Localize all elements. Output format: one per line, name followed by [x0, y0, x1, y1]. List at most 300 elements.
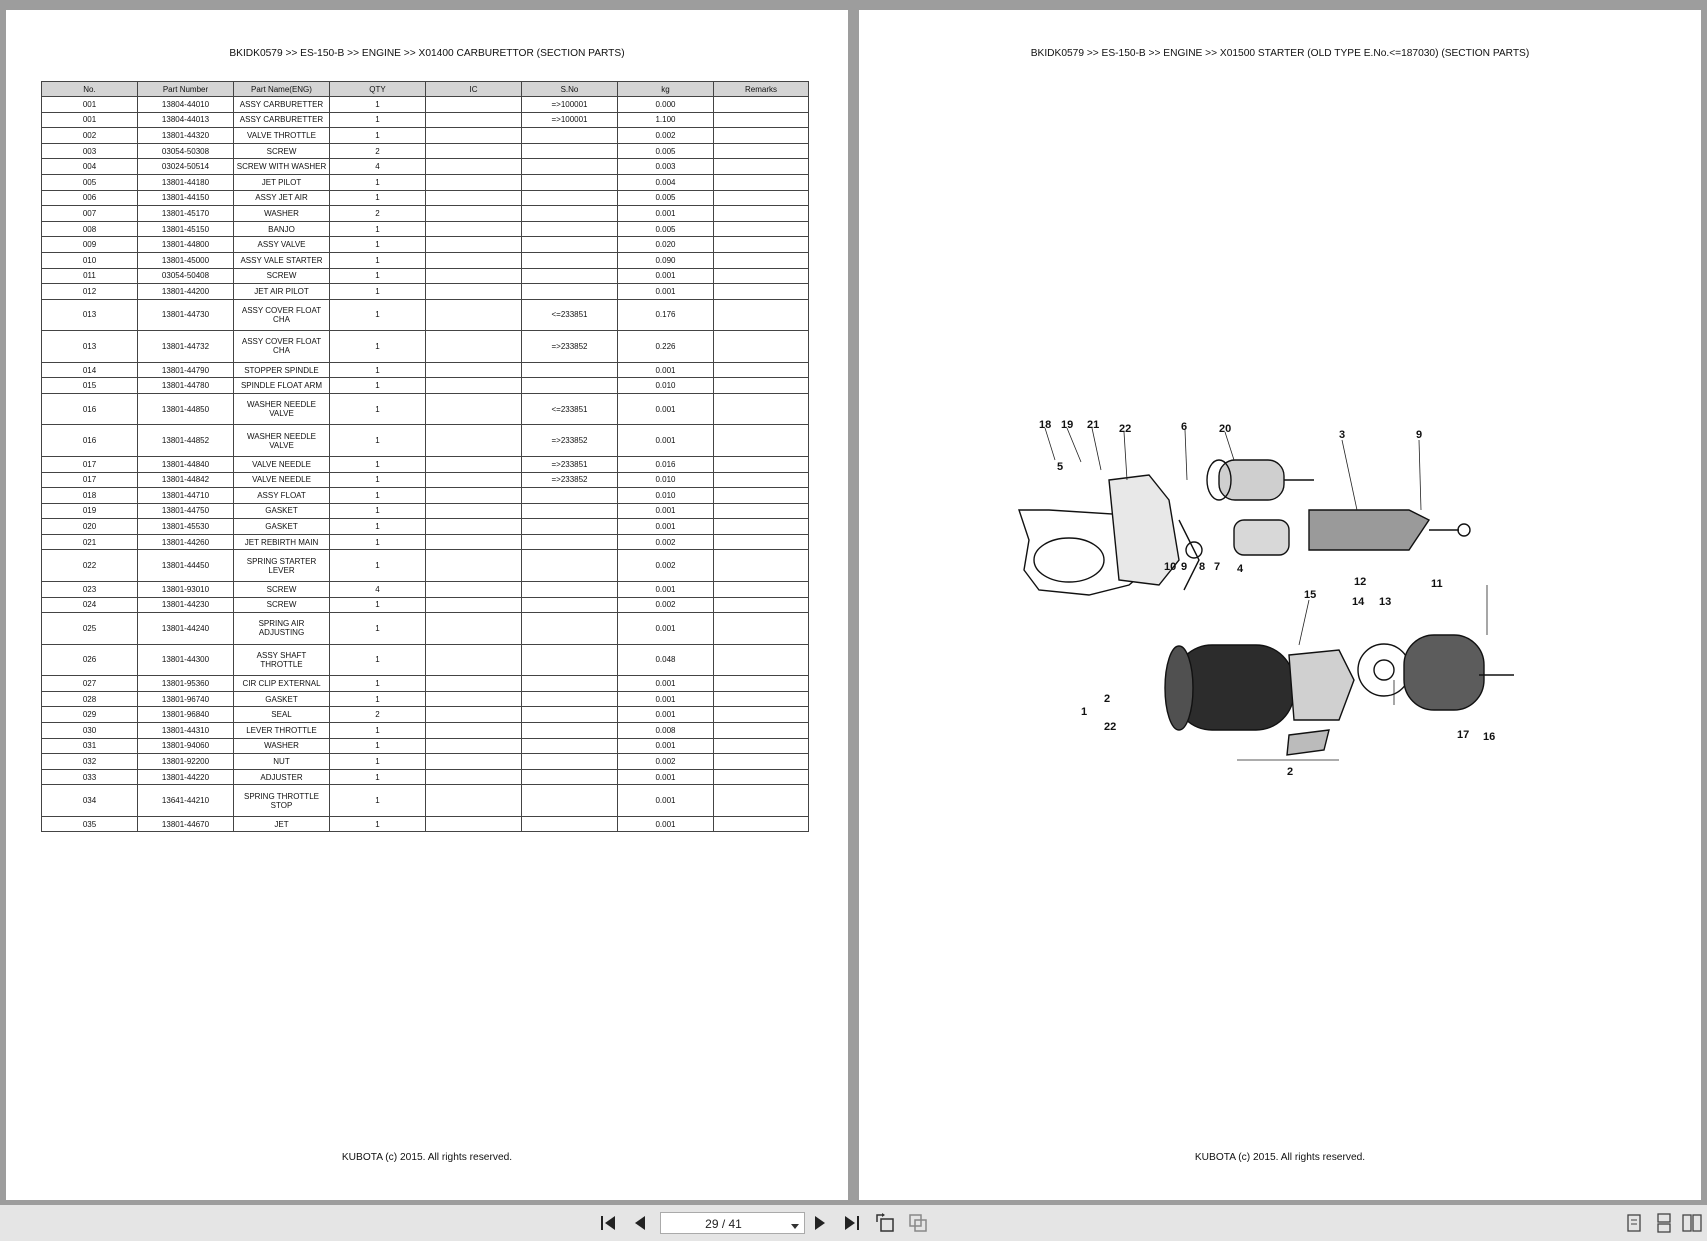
table-cell: 003	[42, 143, 138, 159]
table-cell: 13801-94060	[138, 738, 234, 754]
table-row	[42, 488, 809, 504]
left-page	[6, 10, 848, 1200]
table-cell: 13801-93010	[138, 581, 234, 597]
diagram-label: 9	[1416, 429, 1423, 441]
table-row	[42, 769, 809, 785]
table-cell: 13801-95360	[138, 676, 234, 692]
column-header: Part Number	[138, 82, 234, 97]
table-cell: 0.002	[618, 597, 714, 613]
table-cell: 13801-44150	[138, 190, 234, 206]
table-cell: 027	[42, 676, 138, 692]
table-cell: VALVE THROTTLE	[234, 128, 330, 144]
table-cell: 1	[330, 128, 426, 144]
table-cell: 0.005	[618, 190, 714, 206]
diagram-label: 8	[1199, 561, 1206, 573]
table-cell: SCREW	[234, 143, 330, 159]
table-cell	[426, 519, 522, 535]
table-row	[42, 331, 809, 363]
table-row	[42, 252, 809, 268]
table-cell: 009	[42, 237, 138, 253]
table-cell: 13801-44180	[138, 174, 234, 190]
diagram-label: 1	[1081, 706, 1088, 718]
table-cell: =>233852	[522, 425, 618, 457]
table-row	[42, 284, 809, 300]
table-cell: ASSY JET AIR	[234, 190, 330, 206]
table-cell: CIR CLIP EXTERNAL	[234, 676, 330, 692]
table-row	[42, 221, 809, 237]
pinion-clutch	[1234, 520, 1289, 555]
table-cell: JET AIR PILOT	[234, 284, 330, 300]
chevron-down-icon	[790, 1220, 800, 1234]
table-cell	[426, 707, 522, 723]
table-cell: 1	[330, 534, 426, 550]
single-page-view-button[interactable]	[1622, 1211, 1646, 1235]
two-page-view-button[interactable]	[1680, 1211, 1704, 1235]
table-cell	[426, 503, 522, 519]
table-cell: 022	[42, 550, 138, 582]
table-row	[42, 206, 809, 222]
table-cell	[714, 268, 809, 284]
table-cell	[426, 159, 522, 175]
table-row	[42, 112, 809, 128]
table-cell: 013	[42, 331, 138, 363]
table-cell: 013	[42, 299, 138, 331]
table-cell	[714, 299, 809, 331]
table-cell: 019	[42, 503, 138, 519]
table-cell: GASKET	[234, 519, 330, 535]
table-cell	[426, 691, 522, 707]
table-cell: 028	[42, 691, 138, 707]
solenoid-body	[1219, 460, 1284, 500]
table-cell: 1	[330, 769, 426, 785]
table-cell: SPRING THROTTLE STOP	[234, 785, 330, 817]
table-cell: 0.001	[618, 362, 714, 378]
table-cell: 13801-44852	[138, 425, 234, 457]
table-cell: ASSY CARBURETTER	[234, 97, 330, 113]
prev-page-icon	[630, 1213, 650, 1233]
table-cell: 0.020	[618, 237, 714, 253]
table-cell: 1	[330, 722, 426, 738]
table-cell	[426, 206, 522, 222]
table-cell	[714, 707, 809, 723]
table-cell: ASSY COVER FLOAT CHA	[234, 299, 330, 331]
table-cell: 0.010	[618, 472, 714, 488]
table-cell: 0.226	[618, 331, 714, 363]
table-cell	[522, 785, 618, 817]
table-cell: 0.000	[618, 97, 714, 113]
table-cell: 1	[330, 644, 426, 676]
table-cell	[426, 644, 522, 676]
diagram-label: 21	[1087, 420, 1100, 431]
table-cell: 13801-44850	[138, 393, 234, 425]
table-cell: 007	[42, 206, 138, 222]
table-cell	[714, 519, 809, 535]
table-cell: =>100001	[522, 97, 618, 113]
table-cell: 010	[42, 252, 138, 268]
table-cell	[426, 252, 522, 268]
table-cell: 0.001	[618, 393, 714, 425]
table-cell: 025	[42, 613, 138, 645]
table-cell: LEVER THROTTLE	[234, 722, 330, 738]
table-cell: 1	[330, 738, 426, 754]
table-cell: 0.010	[618, 488, 714, 504]
table-cell: 13801-44230	[138, 597, 234, 613]
table-cell: 002	[42, 128, 138, 144]
table-row	[42, 503, 809, 519]
table-row	[42, 393, 809, 425]
table-cell	[426, 393, 522, 425]
table-cell: =>233852	[522, 331, 618, 363]
table-cell: 014	[42, 362, 138, 378]
diagram-label: 3	[1339, 429, 1346, 441]
table-cell	[426, 488, 522, 504]
diagram-label: 22	[1104, 721, 1117, 733]
table-cell	[714, 128, 809, 144]
table-cell	[714, 362, 809, 378]
table-cell	[714, 503, 809, 519]
table-row	[42, 143, 809, 159]
table-cell: 13801-92200	[138, 754, 234, 770]
table-cell	[522, 769, 618, 785]
copy-button[interactable]	[906, 1211, 930, 1235]
table-cell: 13801-44220	[138, 769, 234, 785]
table-cell	[426, 378, 522, 394]
table-cell: 0.001	[618, 707, 714, 723]
table-cell	[426, 299, 522, 331]
table-cell: 13801-44730	[138, 299, 234, 331]
table-cell: 1	[330, 503, 426, 519]
continuous-view-button[interactable]	[1652, 1211, 1676, 1235]
page-number-select[interactable]	[660, 1212, 805, 1234]
table-cell	[522, 676, 618, 692]
table-cell: 13801-44240	[138, 613, 234, 645]
table-cell: 1	[330, 519, 426, 535]
table-cell: 13801-44300	[138, 644, 234, 676]
table-cell: 0.003	[618, 159, 714, 175]
table-cell	[426, 425, 522, 457]
table-cell	[426, 676, 522, 692]
table-cell: 1	[330, 676, 426, 692]
table-row	[42, 237, 809, 253]
table-cell: 2	[330, 206, 426, 222]
table-row	[42, 456, 809, 472]
table-cell: 020	[42, 519, 138, 535]
table-cell	[522, 691, 618, 707]
page-footer: KUBOTA (c) 2015. All rights reserved.	[341, 1152, 513, 1163]
table-cell: 1	[330, 456, 426, 472]
table-cell	[426, 456, 522, 472]
table-cell: 0.001	[618, 769, 714, 785]
table-cell: 13804-44010	[138, 97, 234, 113]
table-cell	[522, 221, 618, 237]
table-cell: SPRING STARTER LEVER	[234, 550, 330, 582]
table-cell	[522, 252, 618, 268]
table-cell	[522, 738, 618, 754]
column-header: Part Name(ENG)	[234, 82, 330, 97]
table-cell: 024	[42, 597, 138, 613]
table-cell	[522, 268, 618, 284]
next-page-icon	[810, 1213, 830, 1233]
table-cell	[714, 581, 809, 597]
table-row	[42, 785, 809, 817]
table-row	[42, 816, 809, 832]
table-row	[42, 550, 809, 582]
column-header: No.	[42, 82, 138, 97]
table-cell	[522, 722, 618, 738]
table-cell	[426, 143, 522, 159]
table-cell: 0.090	[618, 252, 714, 268]
table-header-row	[42, 82, 809, 97]
table-cell: 0.001	[618, 206, 714, 222]
table-row	[42, 676, 809, 692]
table-cell	[714, 597, 809, 613]
table-cell: 016	[42, 425, 138, 457]
table-cell: VALVE NEEDLE	[234, 472, 330, 488]
table-cell	[522, 613, 618, 645]
table-cell: 0.016	[618, 456, 714, 472]
table-cell	[426, 221, 522, 237]
table-cell: 4	[330, 581, 426, 597]
table-cell	[714, 644, 809, 676]
table-cell: 1	[330, 378, 426, 394]
table-cell	[522, 534, 618, 550]
brush-plate-center	[1374, 660, 1394, 680]
table-row	[42, 754, 809, 770]
table-cell: ASSY VALVE	[234, 237, 330, 253]
table-cell: 0.002	[618, 128, 714, 144]
table-cell: SPRING AIR ADJUSTING	[234, 613, 330, 645]
diagram-label: 13	[1379, 596, 1392, 608]
table-cell	[714, 112, 809, 128]
table-cell: 0.002	[618, 534, 714, 550]
table-cell: 0.001	[618, 503, 714, 519]
table-cell	[426, 581, 522, 597]
table-cell: 13801-44842	[138, 472, 234, 488]
last-page-icon	[842, 1213, 862, 1233]
table-cell	[426, 785, 522, 817]
table-cell: <=233851	[522, 393, 618, 425]
table-row	[42, 362, 809, 378]
table-cell: 13801-45000	[138, 252, 234, 268]
table-cell	[522, 206, 618, 222]
table-cell: GASKET	[234, 691, 330, 707]
first-page-icon	[598, 1213, 618, 1233]
table-cell: 0.001	[618, 581, 714, 597]
table-cell: 1	[330, 472, 426, 488]
table-row	[42, 472, 809, 488]
table-cell: SCREW	[234, 597, 330, 613]
shift-lever	[1179, 520, 1199, 590]
table-cell: 0.001	[618, 284, 714, 300]
rear-cover	[1404, 635, 1484, 710]
table-cell: 018	[42, 488, 138, 504]
table-cell: 031	[42, 738, 138, 754]
table-cell: 13804-44013	[138, 112, 234, 128]
brush-piece	[1287, 730, 1329, 755]
table-cell: 1	[330, 174, 426, 190]
table-cell	[522, 488, 618, 504]
table-cell: 1	[330, 97, 426, 113]
table-cell: WASHER	[234, 206, 330, 222]
table-cell: 034	[42, 785, 138, 817]
table-cell: 1.100	[618, 112, 714, 128]
table-cell: 0.001	[618, 738, 714, 754]
table-row	[42, 534, 809, 550]
table-cell	[714, 97, 809, 113]
right-page	[859, 10, 1701, 1200]
diagram-label: 7	[1214, 561, 1221, 573]
table-cell: <=233851	[522, 299, 618, 331]
brush-plate	[1358, 644, 1410, 696]
table-cell	[426, 769, 522, 785]
table-cell: JET	[234, 816, 330, 832]
rotate-button[interactable]	[873, 1211, 897, 1235]
table-cell	[522, 519, 618, 535]
table-cell: 012	[42, 284, 138, 300]
table-cell: SEAL	[234, 707, 330, 723]
table-cell: ASSY SHAFT THROTTLE	[234, 644, 330, 676]
table-cell	[522, 190, 618, 206]
table-cell	[714, 393, 809, 425]
table-cell: 004	[42, 159, 138, 175]
table-cell: 1	[330, 252, 426, 268]
table-cell: WASHER NEEDLE VALVE	[234, 425, 330, 457]
two-page-view-icon	[1681, 1213, 1703, 1233]
table-cell	[522, 378, 618, 394]
previous-page-button[interactable]	[628, 1211, 652, 1235]
table-cell	[426, 284, 522, 300]
table-cell	[522, 644, 618, 676]
table-cell: 0.001	[618, 425, 714, 457]
table-cell: 016	[42, 393, 138, 425]
table-cell: 2	[330, 707, 426, 723]
table-cell: 0.176	[618, 299, 714, 331]
table-cell: ASSY VALE STARTER	[234, 252, 330, 268]
table-cell: VALVE NEEDLE	[234, 456, 330, 472]
table-row	[42, 97, 809, 113]
table-cell	[426, 613, 522, 645]
table-cell	[714, 456, 809, 472]
table-cell	[426, 816, 522, 832]
table-cell: 0.048	[618, 644, 714, 676]
table-cell: 03054-50408	[138, 268, 234, 284]
armature-bearing	[1458, 524, 1470, 536]
table-cell: 0.001	[618, 785, 714, 817]
table-cell: 13801-44780	[138, 378, 234, 394]
table-cell: 13801-45170	[138, 206, 234, 222]
table-row	[42, 128, 809, 144]
table-cell: 0.001	[618, 816, 714, 832]
table-cell: 005	[42, 174, 138, 190]
table-cell: =>100001	[522, 112, 618, 128]
table-cell	[426, 550, 522, 582]
table-cell: 0.002	[618, 754, 714, 770]
column-header: S.No	[522, 82, 618, 97]
table-cell	[522, 550, 618, 582]
table-cell	[426, 738, 522, 754]
table-cell: 1	[330, 331, 426, 363]
table-cell: 017	[42, 472, 138, 488]
next-page-button[interactable]	[808, 1211, 832, 1235]
page-footer: KUBOTA (c) 2015. All rights reserved.	[1194, 1152, 1366, 1163]
diagram-label: 4	[1237, 563, 1244, 575]
diagram-label: 11	[1431, 578, 1443, 590]
table-cell: 035	[42, 816, 138, 832]
continuous-view-icon	[1655, 1213, 1673, 1233]
table-cell	[522, 816, 618, 832]
table-cell	[714, 613, 809, 645]
table-cell	[714, 534, 809, 550]
table-cell: 0.001	[618, 676, 714, 692]
table-row	[42, 691, 809, 707]
table-cell: SCREW	[234, 581, 330, 597]
table-cell: GASKET	[234, 503, 330, 519]
table-cell: 0.001	[618, 268, 714, 284]
table-cell	[426, 112, 522, 128]
table-cell	[426, 331, 522, 363]
column-header: IC	[426, 82, 522, 97]
table-cell	[522, 128, 618, 144]
table-cell: SCREW	[234, 268, 330, 284]
table-cell: ASSY FLOAT	[234, 488, 330, 504]
table-cell: 13801-44310	[138, 722, 234, 738]
table-cell: 1	[330, 550, 426, 582]
table-cell: 13801-44840	[138, 456, 234, 472]
table-cell: ASSY COVER FLOAT CHA	[234, 331, 330, 363]
table-cell: 1	[330, 268, 426, 284]
table-cell: WASHER	[234, 738, 330, 754]
rotate-icon	[874, 1212, 896, 1234]
table-cell: 13801-44320	[138, 128, 234, 144]
table-cell	[714, 190, 809, 206]
diagram-label: 10	[1164, 561, 1177, 573]
diagram-label: 16	[1483, 731, 1496, 743]
table-row	[42, 722, 809, 738]
table-cell: SCREW WITH WASHER	[234, 159, 330, 175]
first-page-button[interactable]	[596, 1211, 620, 1235]
last-page-button[interactable]	[840, 1211, 864, 1235]
diagram-label: 12	[1354, 576, 1367, 588]
table-cell: 0.005	[618, 221, 714, 237]
table-cell: 1	[330, 816, 426, 832]
drive-housing-opening	[1034, 538, 1104, 582]
diagram-label: 19	[1061, 420, 1074, 431]
table-cell	[426, 268, 522, 284]
table-cell: 13801-44710	[138, 488, 234, 504]
table-cell: =>233852	[522, 472, 618, 488]
table-cell	[714, 159, 809, 175]
table-cell: 015	[42, 378, 138, 394]
table-cell	[522, 174, 618, 190]
table-cell: JET PILOT	[234, 174, 330, 190]
page-header: BKIDK0579 >> ES-150-B >> ENGINE >> X01400 CARBURETTOR (SECTION PARTS)	[229, 48, 625, 59]
table-cell	[714, 143, 809, 159]
table-cell	[426, 237, 522, 253]
table-cell	[714, 331, 809, 363]
table-cell	[522, 237, 618, 253]
table-cell	[426, 754, 522, 770]
starter-exploded-diagram	[1009, 420, 1529, 820]
table-row	[42, 519, 809, 535]
table-cell: 021	[42, 534, 138, 550]
table-cell: 0.010	[618, 378, 714, 394]
table-cell: 006	[42, 190, 138, 206]
table-row	[42, 597, 809, 613]
armature-body	[1309, 510, 1429, 550]
table-cell: ADJUSTER	[234, 769, 330, 785]
table-cell: 026	[42, 644, 138, 676]
yoke-end	[1165, 646, 1193, 730]
